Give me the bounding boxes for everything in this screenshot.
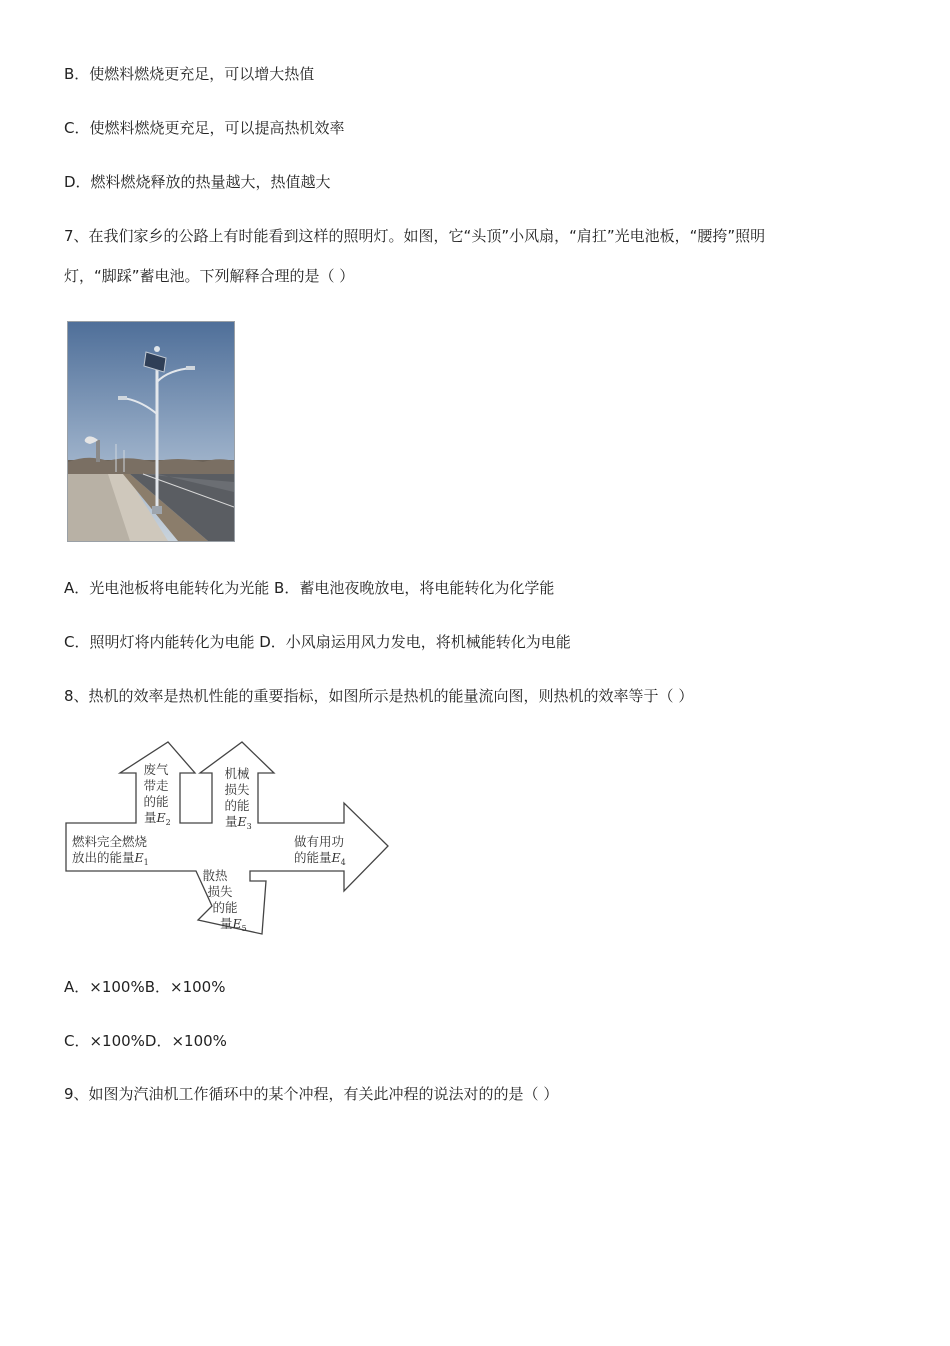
exhaust-label-2: 带走 [143, 778, 169, 793]
q6-option-b: B．使燃料燃烧更充足，可以增大热值 [64, 65, 315, 83]
energy-flow-diagram [62, 738, 392, 944]
useful-label-1: 做有用功 [294, 834, 345, 849]
q6-option-c: C．使燃料燃烧更充足，可以提高热机效率 [64, 119, 345, 137]
q9-stem: 9、如图为汽油机工作循环中的某个冲程，有关此冲程的说法对的的是（ ） [64, 1085, 559, 1103]
q8-options-cd: C．×100%D．×100% [64, 1032, 227, 1050]
q8-stem: 8、热机的效率是热机性能的重要指标，如图所示是热机的能量流向图，则热机的效率等于（ ） [64, 687, 694, 705]
fuel-label-2: 放出的能量$E_1$ [72, 850, 149, 867]
mech-label-4: 量$E_3$ [225, 814, 252, 831]
street-lamp-photo [67, 321, 235, 542]
mech-label-3: 的能 [224, 798, 250, 813]
exhaust-label-3: 的能 [143, 794, 169, 809]
heat-label-2: 损失 [207, 884, 233, 899]
q7-stem-line1: 7、在我们家乡的公路上有时能看到这样的照明灯。如图，它“头顶”小风扇，“肩扛”光电池板，“腰挎”照明 [64, 227, 766, 245]
mech-label-2: 损失 [224, 782, 250, 797]
heat-label-1: 散热 [202, 868, 228, 883]
useful-label-2: 的能量$E_4$ [294, 850, 346, 867]
exhaust-label-1: 废气 [143, 762, 169, 777]
q6-option-d: D．燃料燃烧释放的热量越大，热值越大 [64, 173, 331, 191]
heat-label-4: 量$E_5$ [220, 916, 247, 933]
q7-stem-line2: 灯，“脚踩”蓄电池。下列解释合理的是（ ） [64, 267, 355, 285]
q8-options-ab: A．×100%B．×100% [64, 978, 226, 996]
mech-label-1: 机械 [224, 766, 250, 781]
q7-options-cd: C．照明灯将内能转化为电能 D．小风扇运用风力发电，将机械能转化为电能 [64, 633, 571, 651]
fuel-label-1: 燃料完全燃烧 [72, 834, 148, 849]
exhaust-label-4: 量$E_2$ [144, 810, 171, 827]
q7-options-ab: A．光电池板将电能转化为光能 B．蓄电池夜晚放电，将电能转化为化学能 [64, 579, 555, 597]
heat-label-3: 的能 [212, 900, 238, 915]
